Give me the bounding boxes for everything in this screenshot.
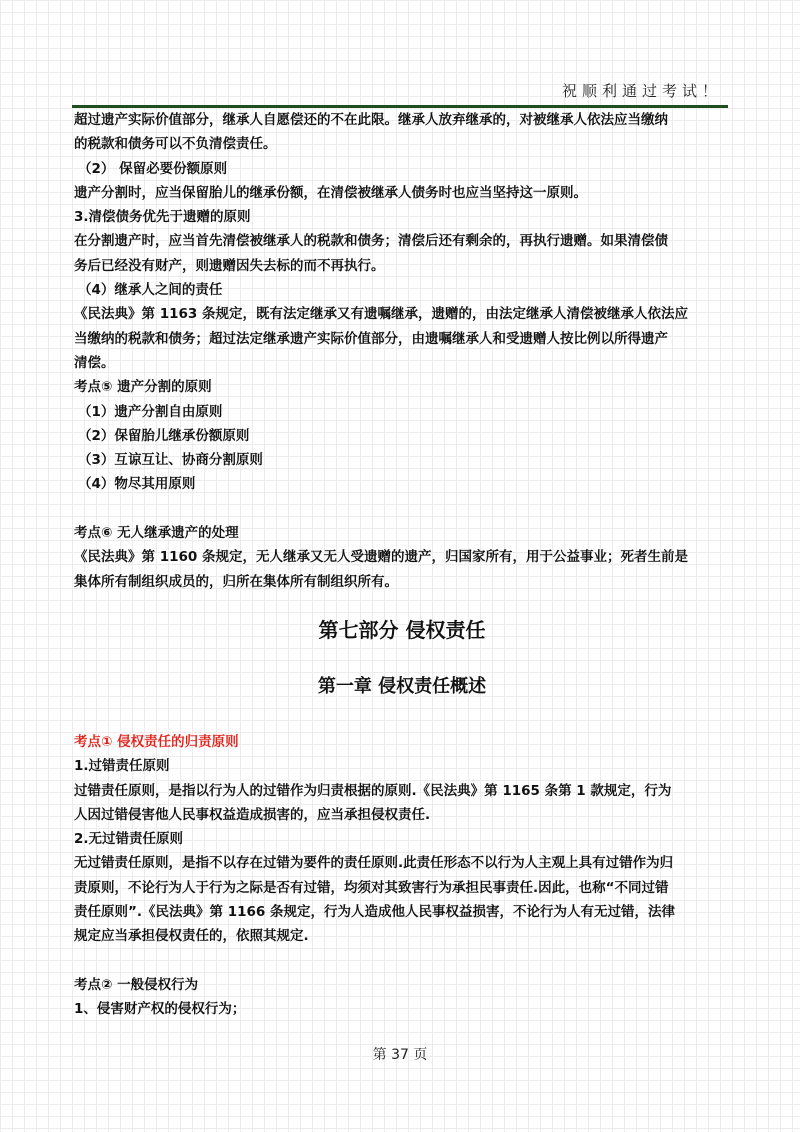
subheading: （4）继承人之间的责任 bbox=[78, 282, 223, 299]
paragraph-line: 当缴纳的税款和债务；超过法定继承遗产实际价值部分，由遗嘱继承人和受遗赠人按比例以所得遗产 bbox=[74, 330, 668, 347]
paragraph-line: 在分割遗产时，应当首先清偿被继承人的税款和债务；清偿后还有剩余的，再执行遗赠。如果清偿债 bbox=[74, 233, 668, 250]
blank-line bbox=[74, 949, 730, 973]
list-item: （2）保留胎儿继承份额原则 bbox=[78, 427, 250, 444]
header-motto: 祝顺利通过考试！ bbox=[561, 82, 722, 100]
page-number: 第 37 页 bbox=[372, 1047, 428, 1063]
exam-point-heading: 考点② 一般侵权行为 bbox=[74, 976, 199, 993]
paragraph-line: 《民法典》第 1160 条规定，无人继承又无人受遗赠的遗产，归国家所有，用于公益事业；死者生前是 bbox=[74, 549, 688, 566]
paragraph-line: 无过错责任原则，是指不以存在过错为要件的责任原则.此责任形态不以行为人主观上具有过错作为归 bbox=[74, 855, 674, 872]
subheading: （2） 保留必要份额原则 bbox=[78, 160, 228, 177]
paragraph-line: 《民法典》第 1163 条规定，既有法定继承又有遗嘱继承，遗赠的，由法定继承人清偿被继承人依法应 bbox=[74, 306, 688, 323]
paragraph-line: 责任原则”.《民法典》第 1166 条规定，行为人造成他人民事权益损害，不论行为人有无过错，法律 bbox=[74, 904, 675, 921]
paragraph-line: 规定应当承担侵权责任的，依照其规定. bbox=[74, 928, 309, 945]
paragraph-line: 清偿。 bbox=[74, 354, 115, 371]
paragraph-line: 务后已经没有财产，则遗赠因失去标的而不再执行。 bbox=[74, 257, 385, 274]
subheading: 1.过错责任原则 bbox=[74, 758, 170, 775]
list-item: （3）互谅互让、协商分割原则 bbox=[78, 452, 263, 469]
part-title: 第七部分 侵权责任 bbox=[318, 617, 486, 642]
exam-point-heading: 考点⑤ 遗产分割的原则 bbox=[74, 379, 212, 396]
paragraph-line: 1、侵害财产权的侵权行为； bbox=[74, 1001, 246, 1018]
blank-line bbox=[74, 497, 730, 521]
subheading: 3.清偿债务优先于遗赠的原则 bbox=[74, 209, 251, 226]
list-item: （4）物尽其用原则 bbox=[78, 476, 196, 493]
paragraph-line: 的税款和债务可以不负清偿责任。 bbox=[74, 136, 277, 153]
document-body bbox=[74, 108, 730, 1022]
paragraph-line: 人因过错侵害他人民事权益造成损害的，应当承担侵权责任. bbox=[74, 806, 431, 823]
list-item: （1）遗产分割自由原则 bbox=[78, 403, 223, 420]
exam-point-heading: 考点⑥ 无人继承遗产的处理 bbox=[74, 525, 239, 542]
paragraph-line: 集体所有制组织成员的，归所在集体所有制组织所有。 bbox=[74, 573, 398, 590]
chapter-title: 第一章 侵权责任概述 bbox=[317, 675, 487, 697]
subheading: 2.无过错责任原则 bbox=[74, 831, 184, 848]
paragraph-line: 遗产分割时，应当保留胎儿的继承份额，在清偿被继承人债务时也应当坚持这一原则。 bbox=[74, 184, 587, 201]
exam-point-heading-highlight: 考点① 侵权责任的归责原则 bbox=[74, 733, 239, 750]
paragraph-line: 超过遗产实际价值部分，继承人自愿偿还的不在此限。继承人放弃继承的，对被继承人依法应当缴纳 bbox=[74, 112, 668, 128]
paragraph-line: 责原则，不论行为人于行为之际是否有过错，均须对其致害行为承担民事责任.因此，也称“不同过错 bbox=[74, 879, 669, 896]
paragraph-line: 过错责任原则，是指以行为人的过错作为归责根据的原则.《民法典》第 1165 条第 1 款规定，行为 bbox=[74, 782, 672, 799]
